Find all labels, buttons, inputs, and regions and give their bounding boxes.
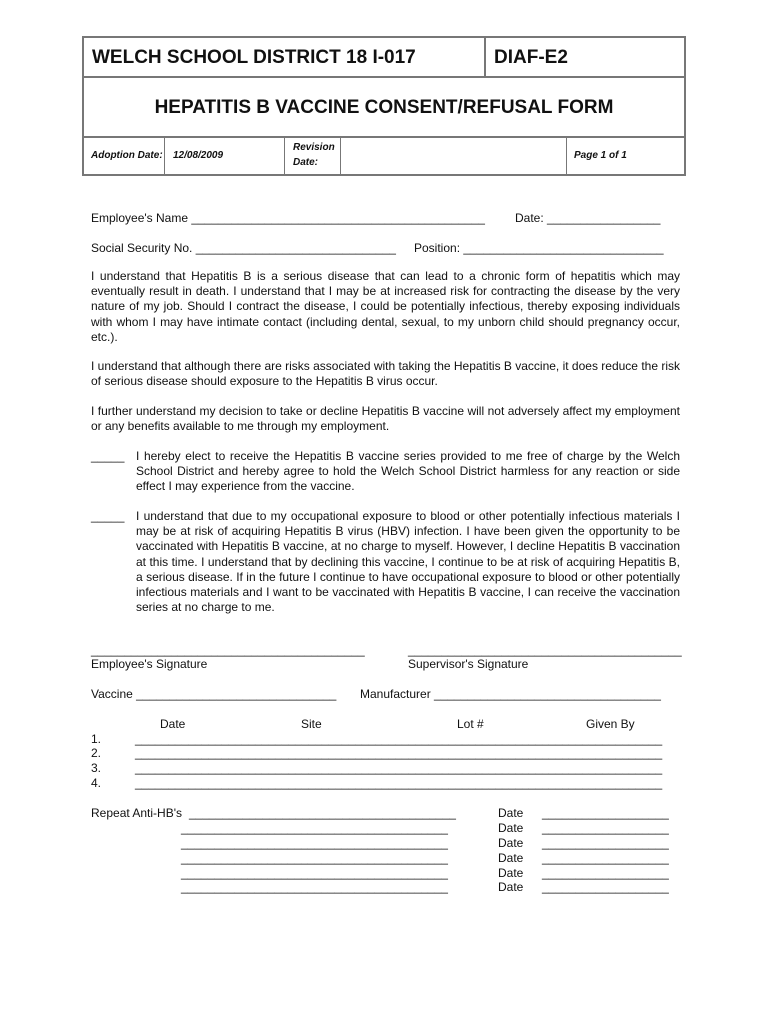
repeat-line[interactable]: ________________________________________	[181, 880, 448, 894]
date-field[interactable]: Date: _________________	[515, 211, 661, 225]
row-line[interactable]: _______________________________________________________________________________	[135, 761, 663, 775]
adoption-date: 12/08/2009	[173, 150, 224, 161]
consent-text: I hereby elect to receive the Hepatitis B vaccine series provided to me free of charge by the Welch School District and hereby agree to hold the Welch School District harmless for any reaction or side effect I may experience from the vaccine.	[136, 449, 680, 494]
repeat-date-label: Date	[498, 866, 524, 880]
revision-label-1: Revision	[293, 142, 335, 153]
row-number: 4.	[91, 776, 102, 790]
repeat-date-line[interactable]: ___________________	[542, 806, 669, 820]
header-row-title	[84, 78, 684, 138]
repeat-line[interactable]: ________________________________________	[181, 851, 448, 865]
policy-code: DIAF-E2	[494, 47, 568, 68]
form-title: HEPATITIS B VACCINE CONSENT/REFUSAL FORM	[154, 97, 614, 118]
revision-label-2: Date:	[293, 157, 319, 168]
consent-initial-blank[interactable]: _____	[91, 449, 125, 463]
adoption-label: Adoption Date:	[91, 150, 163, 161]
row-number: 3.	[91, 761, 102, 775]
employee-signature-line[interactable]: _________________________________________	[91, 643, 365, 657]
repeat-date-line[interactable]: ___________________	[542, 821, 669, 835]
repeat-line[interactable]: ________________________________________	[181, 821, 448, 835]
row-line[interactable]: _______________________________________________________________________________	[135, 746, 663, 760]
repeat-date-label: Date	[498, 880, 524, 894]
column-given-by: Given By	[586, 717, 635, 731]
paragraph-risk: I understand that although there are risks associated with taking the Hepatitis B vaccine, it does reduce the risk of serious disease should exposure to the Hepatitis B virus occur.	[91, 359, 680, 389]
refusal-initial-blank[interactable]: _____	[91, 509, 125, 523]
header-row-dates	[84, 138, 684, 174]
header-table	[82, 36, 686, 176]
repeat-date-line[interactable]: ___________________	[542, 866, 669, 880]
repeat-date-label: Date	[498, 821, 524, 835]
paragraph-employment: I further understand my decision to take or decline Hepatitis B vaccine will not adversely affect my employment or any benefits available to me through my employment.	[91, 404, 680, 434]
supervisor-signature-line[interactable]: _________________________________________	[408, 643, 682, 657]
column-lot: Lot #	[457, 717, 484, 731]
supervisor-signature-label: Supervisor's Signature	[408, 657, 529, 671]
row-number: 1.	[91, 732, 102, 746]
employee-name-field[interactable]: Employee's Name ____________________________________________	[91, 211, 485, 225]
header-row-district	[84, 38, 684, 78]
repeat-date-label: Date	[498, 806, 524, 820]
row-number: 2.	[91, 746, 102, 760]
repeat-date-line[interactable]: ___________________	[542, 880, 669, 894]
revision-date-cell	[340, 138, 566, 174]
adoption-label-cell	[84, 138, 164, 174]
adoption-date-cell	[164, 138, 284, 174]
vaccine-field[interactable]: Vaccine ______________________________	[91, 687, 337, 701]
district-name: WELCH SCHOOL DISTRICT 18 I-017	[92, 47, 416, 68]
page-number: Page 1 of 1	[574, 150, 627, 161]
employee-signature-label: Employee's Signature	[91, 657, 208, 671]
manufacturer-field[interactable]: Manufacturer __________________________________	[360, 687, 661, 701]
row-line[interactable]: _______________________________________________________________________________	[135, 776, 663, 790]
repeat-label: Repeat Anti-HB's	[91, 806, 183, 820]
revision-label-cell	[284, 138, 340, 174]
page-cell	[566, 138, 684, 174]
repeat-line[interactable]: ________________________________________	[181, 836, 448, 850]
repeat-date-line[interactable]: ___________________	[542, 836, 669, 850]
repeat-line[interactable]: ________________________________________	[181, 866, 448, 880]
position-field[interactable]: Position: ______________________________	[414, 241, 664, 255]
repeat-date-label: Date	[498, 851, 524, 865]
repeat-date-line[interactable]: ___________________	[542, 851, 669, 865]
ssn-field[interactable]: Social Security No. ______________________________	[91, 241, 396, 255]
code-cell	[484, 38, 684, 76]
column-date: Date	[160, 717, 186, 731]
paragraph-disease: I understand that Hepatitis B is a serious disease that can lead to a chronic form of hepatitis which may eventually result in death. I understand that I may be at increased risk for contracting the disease by the very nature of my job. Should I contract the disease, I could be potentially infectious, thereby exposing individuals with whom I may have intimate contact (including dental, sexual, to my unborn child should pregnancy occur, etc.).	[91, 269, 680, 344]
repeat-date-label: Date	[498, 836, 524, 850]
column-site: Site	[301, 717, 322, 731]
row-line[interactable]: _______________________________________________________________________________	[135, 732, 663, 746]
refusal-text: I understand that due to my occupational exposure to blood or other potentially infectious materials I may be at risk of acquiring Hepatitis B virus (HBV) infection. I have been given the opportunity to be vaccinated with Hepatitis B vaccine, at no charge to myself. However, I decline Hepatitis B vaccination at this time. I understand that by declining this vaccine, I continue to be at risk of acquiring Hepatitis B, a serious disease. If in the future I continue to have occupational exposure to blood or other potentially infectious materials and I want to be vaccinated with Hepatitis B vaccine, I can receive the vaccination series at no charge to me.	[136, 509, 680, 615]
repeat-line[interactable]: ________________________________________	[189, 806, 456, 820]
